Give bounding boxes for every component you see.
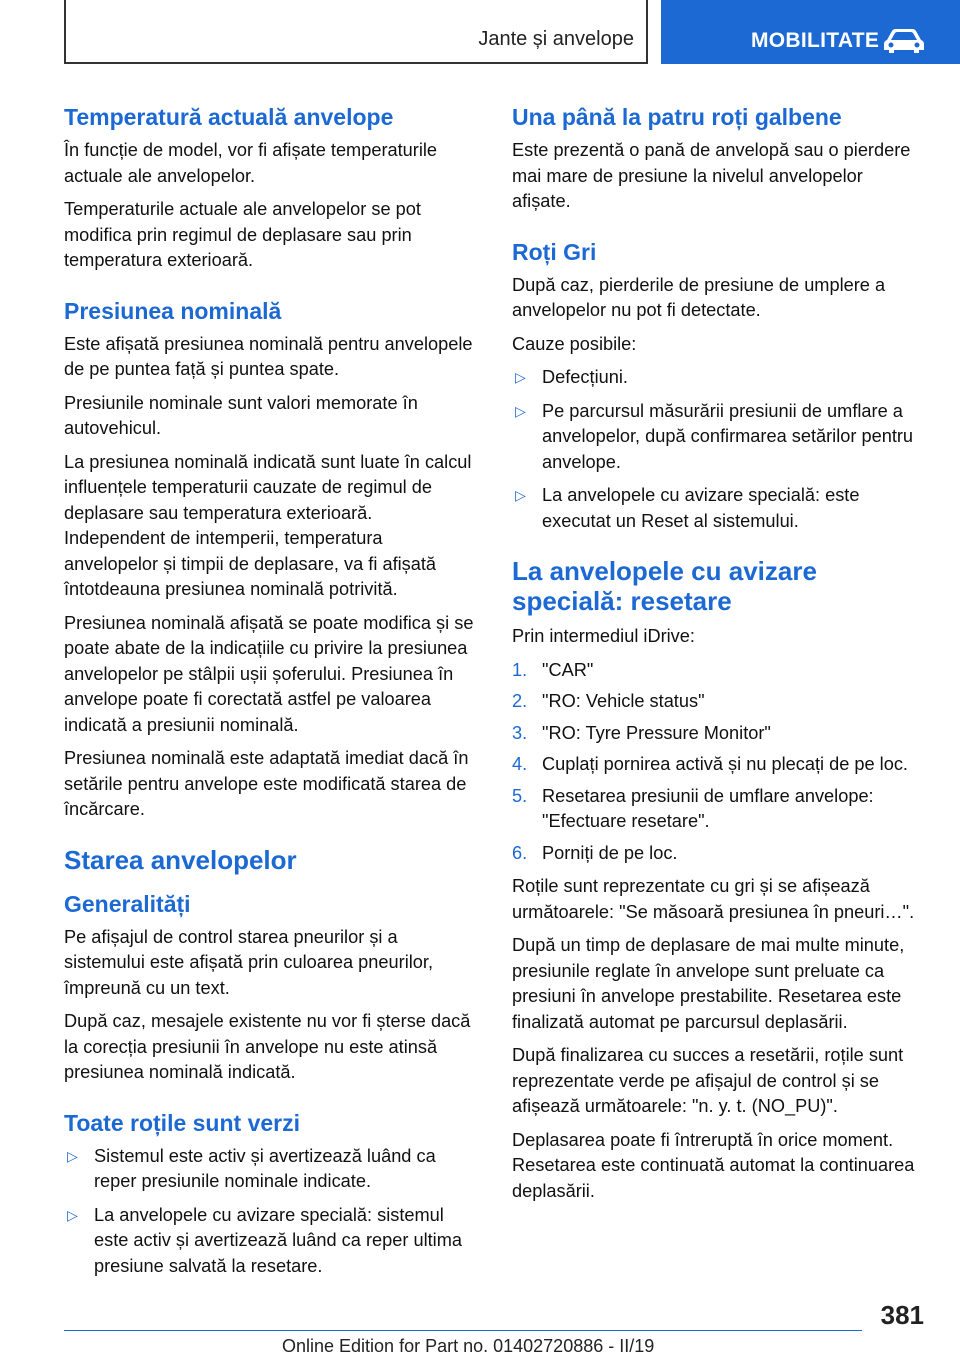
footer-divider bbox=[64, 1330, 862, 1331]
paragraph: Deplasarea poate fi întreruptă în orice moment. Resetarea este continuată automat la continuarea deplasării. bbox=[512, 1129, 915, 1201]
heading-nominal-pressure: Presiunea nominală bbox=[64, 297, 282, 324]
paragraph: Presiunea nominală este adaptată imediat dacă în setările pentru anvelope este modificată starea de încărcare. bbox=[64, 748, 469, 819]
list-item: ▷ Sistemul este activ și avertizează luând ca reper presiunile nominale indicate. bbox=[67, 1145, 436, 1191]
header-section-box bbox=[64, 0, 648, 64]
triangle-bullet-icon: ▷ bbox=[515, 487, 526, 503]
list-item: ▷ La anvelopele cu avizare specială: sistemul este activ și avertizează luând ca reper ultima presiune salvată la resetare. bbox=[67, 1204, 462, 1276]
list-item: ▷ Defecțiuni. bbox=[512, 365, 926, 391]
heading-grey-wheels: Roți Gri bbox=[512, 238, 597, 265]
heading-yellow-wheels: Una până la patru roți galbene bbox=[512, 104, 842, 130]
list-item: ▷ Pe parcursul măsurării presiunii de umflare a anvelopelor, după confirmarea setărilor pentru anvelope. bbox=[515, 400, 914, 472]
list-item: 2. "RO: Vehicle status" bbox=[512, 691, 705, 711]
paragraph: Presiunea nominală afișată se poate modifica și se poate abate de la indicațiile cu privire la presiunea anvelopelor pe stâlpii ușii șoferului. Presiunea în anvelope poate fi corectată astfel pe valoarea indicată a presiunii nominală. bbox=[64, 612, 474, 735]
heading-all-wheels-green: Toate roțile sunt verzi bbox=[64, 1109, 301, 1136]
heading-tyre-status: Starea anvelopelor bbox=[64, 844, 297, 875]
header-chapter-title: MOBILITATE bbox=[751, 29, 880, 52]
triangle-bullet-icon: ▷ bbox=[67, 1147, 78, 1164]
triangle-bullet-icon: ▷ bbox=[515, 369, 526, 385]
bullet-list-green bbox=[64, 1144, 478, 1280]
car-icon bbox=[883, 28, 925, 54]
heading-reset: La anvelopele cu avizare specială: resetare bbox=[512, 556, 817, 616]
paragraph: Presiunile nominale sunt valori memorate în autovehicul. bbox=[64, 392, 418, 438]
paragraph: Este prezentă o pană de anvelopă sau o pierdere mai mare de presiune la nivelul anvelopelor afișate. bbox=[512, 140, 911, 211]
list-item: 6. Porniți de pe loc. bbox=[512, 842, 678, 863]
paragraph: După finalizarea cu succes a resetării, roțile sunt reprezentate verde pe afișajul de control și se afișează următoarele: "n. y. t. (NO_PU)". bbox=[512, 1045, 904, 1116]
numbered-steps bbox=[512, 658, 926, 867]
header-chapter-tab bbox=[661, 0, 960, 64]
heading-general: Generalități bbox=[64, 890, 191, 917]
left-column bbox=[64, 102, 478, 1287]
paragraph: La presiunea nominală indicată sunt luate în calcul influențele temperaturii cauzate de regimul de deplasare sau temperatura exterioară. Independent de intemperii, temperatura anvelopelor și timpii de deplasare, va fi afișată întotdeauna presiunea nominală potrivită. bbox=[64, 451, 472, 599]
paragraph: După caz, mesajele existente nu vor fi șterse dacă la corecția presiunii în anvelope nu este atinsă presiunea nominală indicată. bbox=[64, 1011, 471, 1082]
paragraph: Este afișată presiunea nominală pentru anvelopele de pe puntea față și puntea spate. bbox=[64, 333, 473, 379]
right-column bbox=[512, 102, 926, 1212]
triangle-bullet-icon: ▷ bbox=[67, 1206, 78, 1223]
paragraph: După un timp de deplasare de mai multe minute, presiunile reglate în anvelope sunt preluate ca presiuni în anvelope prestabilite. Resetarea este finalizată automat pe parcursul deplasării. bbox=[512, 935, 905, 1032]
paragraph: În funcție de model, vor fi afișate temperaturile actuale ale anvelopelor. bbox=[64, 140, 438, 186]
list-item: ▷ La anvelopele cu avizare specială: este executat un Reset al sistemului. bbox=[515, 485, 860, 531]
page-number: 381 bbox=[880, 1300, 924, 1330]
list-item: 1. "CAR" bbox=[512, 659, 594, 680]
list-item: 3. "RO: Tyre Pressure Monitor" bbox=[512, 722, 771, 743]
paragraph: După caz, pierderile de presiune de umplere a anvelopelor nu pot fi detectate. bbox=[512, 274, 886, 320]
paragraph: Cauze posibile: bbox=[512, 333, 637, 354]
heading-current-temperature: Temperatură actuală anvelope bbox=[64, 104, 394, 130]
paragraph: Prin intermediul iDrive: bbox=[512, 626, 695, 646]
paragraph: Roțile sunt reprezentate cu gri și se afișează următoarele: "Se măsoară presiunea în pneuri…". bbox=[512, 876, 915, 922]
list-item: 5. Resetarea presiunii de umflare anvelope: "Efectuare resetare". bbox=[512, 785, 874, 831]
list-item: 4. Cuplați pornirea activă și nu plecați de pe loc. bbox=[512, 754, 908, 774]
paragraph: Temperaturile actuale ale anvelopelor se pot modifica prin regimul de deplasare sau prin temperatura exterioară. bbox=[64, 199, 421, 270]
paragraph: Pe afișajul de control starea pneurilor și a sistemului este afișată prin culoarea pneurilor, împreună cu un text. bbox=[64, 926, 433, 998]
bullet-list-causes bbox=[512, 365, 926, 534]
header-section-title: Jante și anvelope bbox=[478, 28, 634, 50]
triangle-bullet-icon: ▷ bbox=[515, 402, 526, 419]
footer-edition: Online Edition for Part no. 01402720886 - II/19 bbox=[282, 1336, 655, 1356]
